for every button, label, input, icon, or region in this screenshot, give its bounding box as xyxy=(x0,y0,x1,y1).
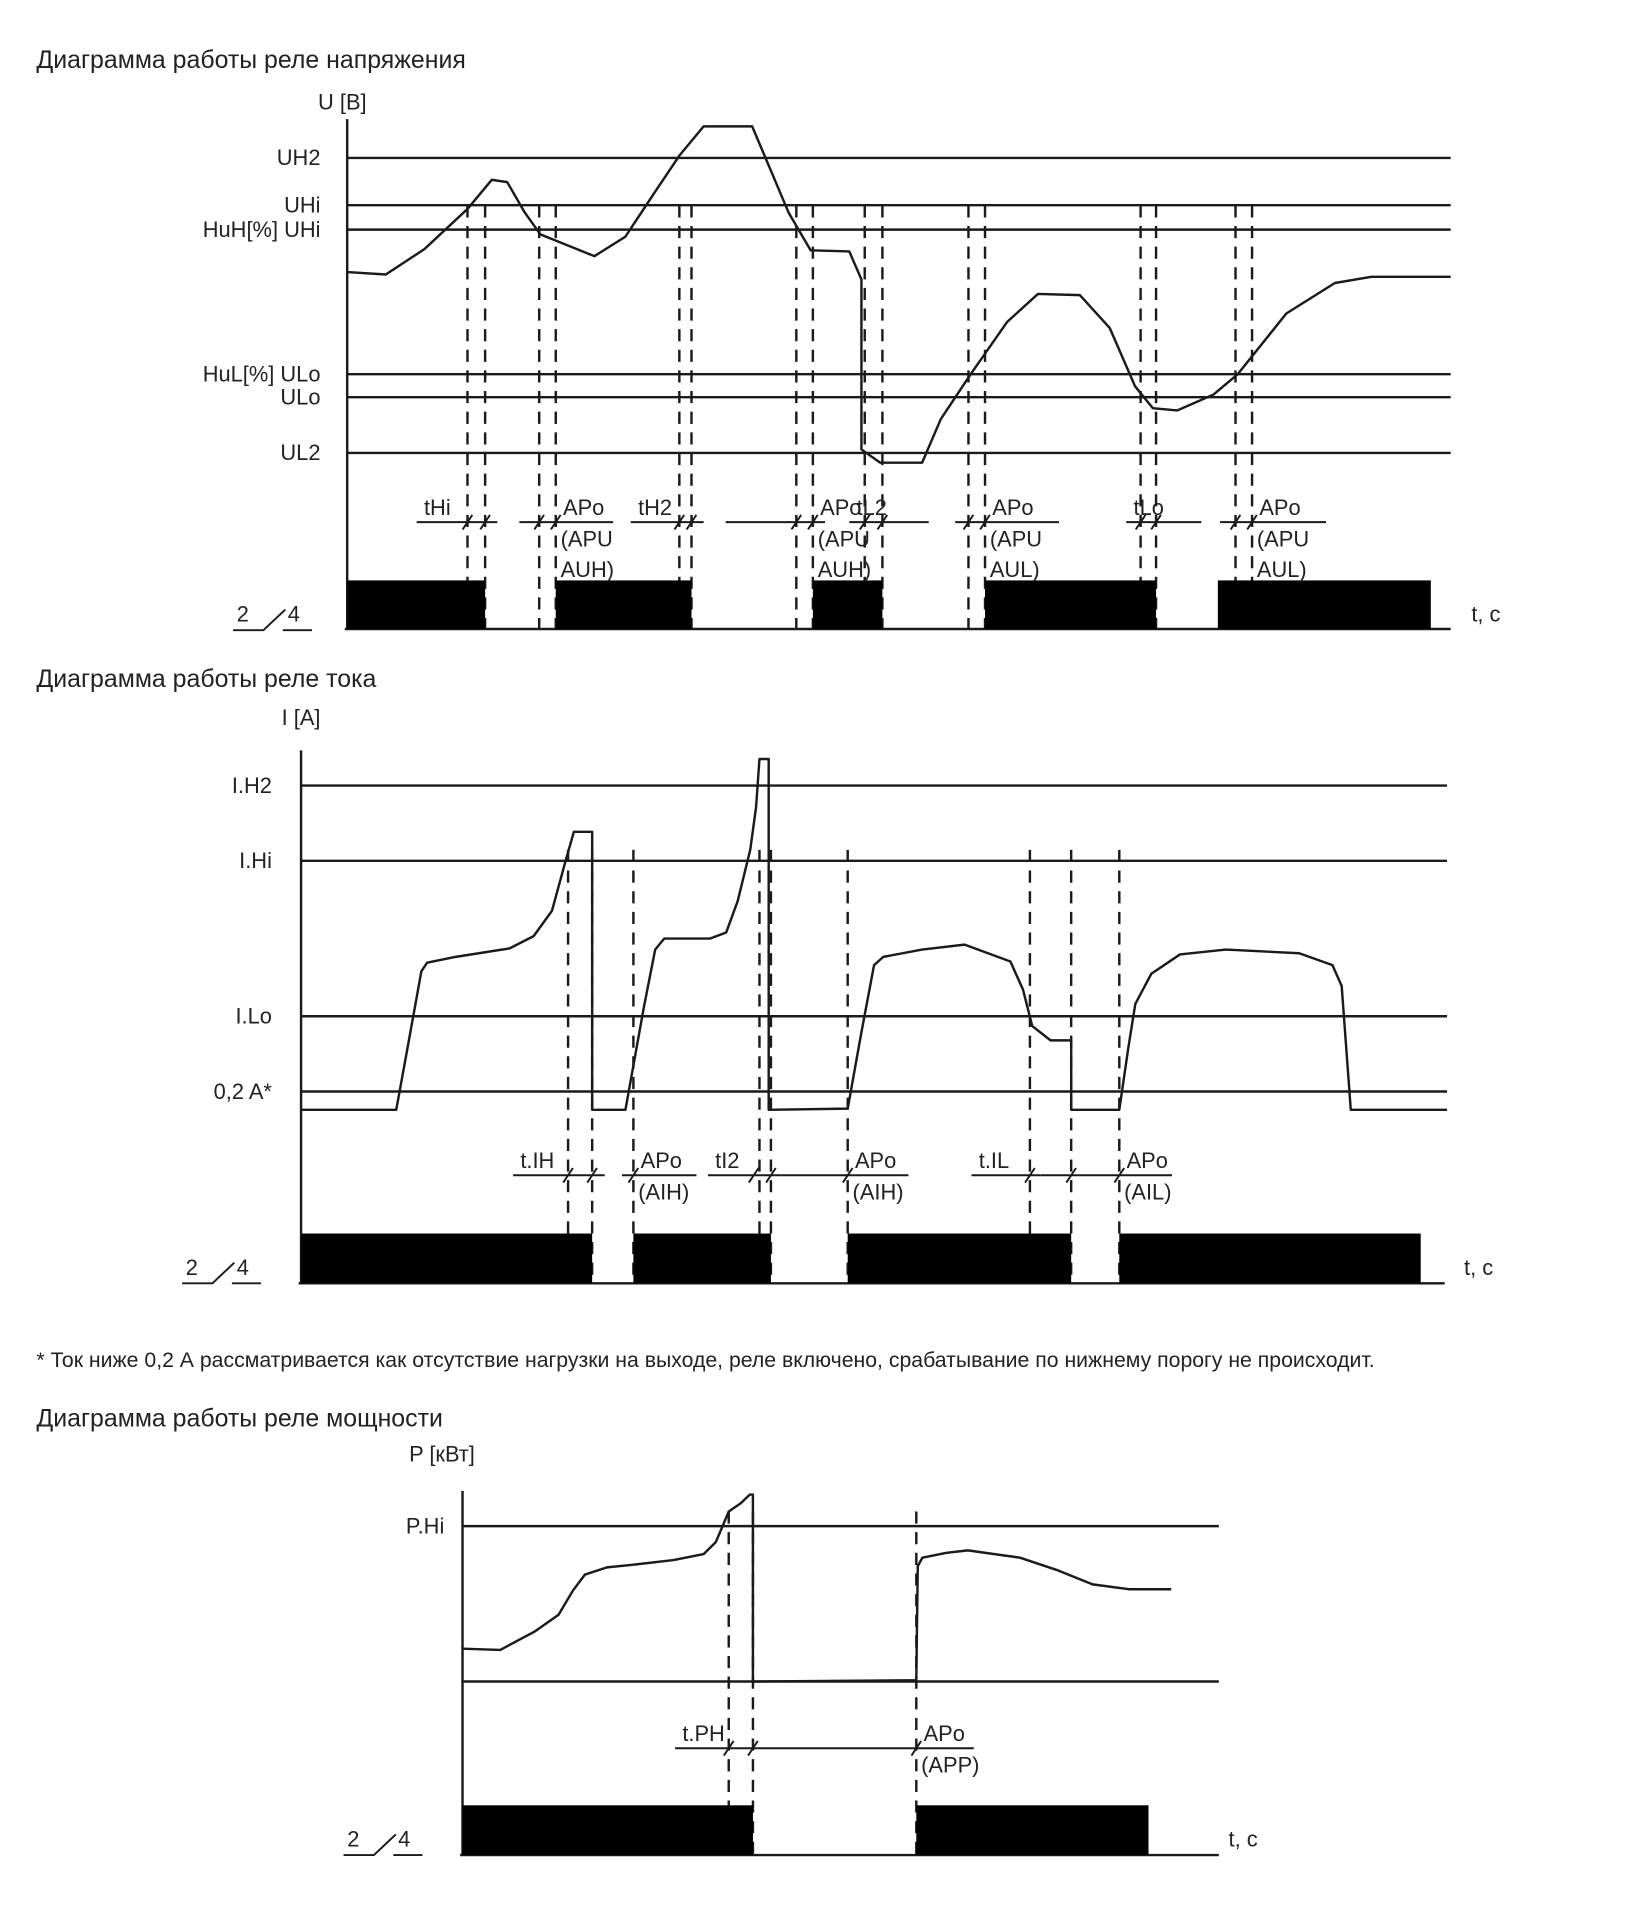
current-relay-diagram xyxy=(36,665,1493,1283)
relay-on-block xyxy=(916,1805,1148,1855)
threshold-label: I.Hi xyxy=(239,848,272,874)
timing-sublabel: (APU xyxy=(560,526,613,552)
timing-sublabel: (APU xyxy=(817,526,870,552)
threshold-label: I.H2 xyxy=(231,772,272,798)
timing-label: APo xyxy=(820,494,862,520)
timing-sublabel: (APU xyxy=(989,526,1043,552)
relay-contact-label-2: 2 xyxy=(185,1254,198,1280)
timing-label: tHi xyxy=(423,494,451,520)
threshold-label: UL2 xyxy=(280,440,321,466)
relay-on-block xyxy=(633,1234,771,1284)
chart-title: Диаграмма работы реле мощности xyxy=(36,1404,443,1433)
relay-contact-label-2: 2 xyxy=(236,601,249,627)
threshold-label: ULo xyxy=(280,384,321,410)
relay-on-block xyxy=(463,1805,753,1855)
signal-curve xyxy=(463,1495,1172,1682)
timing-sublabel: (AIL) xyxy=(1124,1179,1172,1205)
threshold-label: UH2 xyxy=(276,145,321,171)
timing-label: APo xyxy=(1126,1147,1168,1173)
relay-on-block xyxy=(1218,580,1431,629)
timing-sublabel: AUL) xyxy=(1256,556,1307,582)
relay-on-block xyxy=(813,580,883,629)
threshold-label: HuL[%] ULo xyxy=(202,361,321,387)
voltage-relay-diagram xyxy=(36,46,1500,630)
signal-curve xyxy=(347,126,1450,462)
relay-contact-label-4: 4 xyxy=(398,1826,411,1852)
threshold-label: P.Hi xyxy=(405,1513,445,1539)
timing-label: APo xyxy=(1259,494,1301,520)
relay-on-block xyxy=(848,1234,1071,1284)
timing-label: t.IL xyxy=(978,1147,1010,1173)
timing-sublabel: AUH) xyxy=(560,556,615,582)
timing-label: tI2 xyxy=(715,1147,740,1173)
relay-contact-label-4: 4 xyxy=(287,601,300,627)
relay-on-block xyxy=(985,580,1156,629)
x-axis-label: t, c xyxy=(1228,1826,1258,1852)
timing-sublabel: (APU xyxy=(1256,526,1310,552)
timing-label: APo xyxy=(854,1147,897,1173)
timing-sublabel: AUH) xyxy=(817,556,872,582)
timing-sublabel: AUL) xyxy=(989,556,1040,582)
timing-sublabel: (AIH) xyxy=(852,1179,904,1205)
timing-label: tL2 xyxy=(856,494,887,520)
timing-sublabel: (APP) xyxy=(921,1752,980,1778)
threshold-label: I.Lo xyxy=(235,1003,272,1029)
relay-on-block xyxy=(1119,1234,1420,1284)
threshold-label: HuH[%] UHi xyxy=(202,216,321,242)
y-axis-label: I [A] xyxy=(281,704,321,730)
relay-contact-label-2: 2 xyxy=(347,1826,360,1852)
timing-label: APo xyxy=(563,494,605,520)
relay-contact-label-4: 4 xyxy=(236,1254,249,1280)
timing-sublabel: (AIH) xyxy=(638,1179,690,1205)
timing-label: APo xyxy=(640,1147,682,1173)
threshold-label: UHi xyxy=(284,192,321,218)
signal-curve xyxy=(301,759,1447,1110)
chart-title: Диаграмма работы реле напряжения xyxy=(36,46,466,75)
timing-label: APo xyxy=(992,494,1034,520)
relay-on-block xyxy=(301,1234,592,1284)
timing-label: t.IH xyxy=(520,1147,555,1173)
chart-title: Диаграмма работы реле тока xyxy=(36,665,377,694)
relay-on-block xyxy=(556,580,692,629)
x-axis-label: t, c xyxy=(1471,601,1501,627)
threshold-label: 0,2 A* xyxy=(213,1078,272,1104)
footnote: * Ток ниже 0,2 А рассматривается как отсутствие нагрузки на выходе, реле включено, срабатывание по нижнему порогу не происходит. xyxy=(36,1348,1375,1373)
y-axis-label: P [кВт] xyxy=(409,1441,475,1467)
power-relay-diagram xyxy=(36,1405,1257,1856)
relay-on-block xyxy=(347,580,485,629)
timing-label: t.PH xyxy=(682,1720,725,1746)
timing-label: APo xyxy=(923,1720,965,1746)
timing-label: tH2 xyxy=(638,494,673,520)
x-axis-label: t, c xyxy=(1464,1254,1494,1280)
y-axis-label: U [B] xyxy=(318,89,367,115)
timing-label: tLo xyxy=(1133,494,1164,520)
